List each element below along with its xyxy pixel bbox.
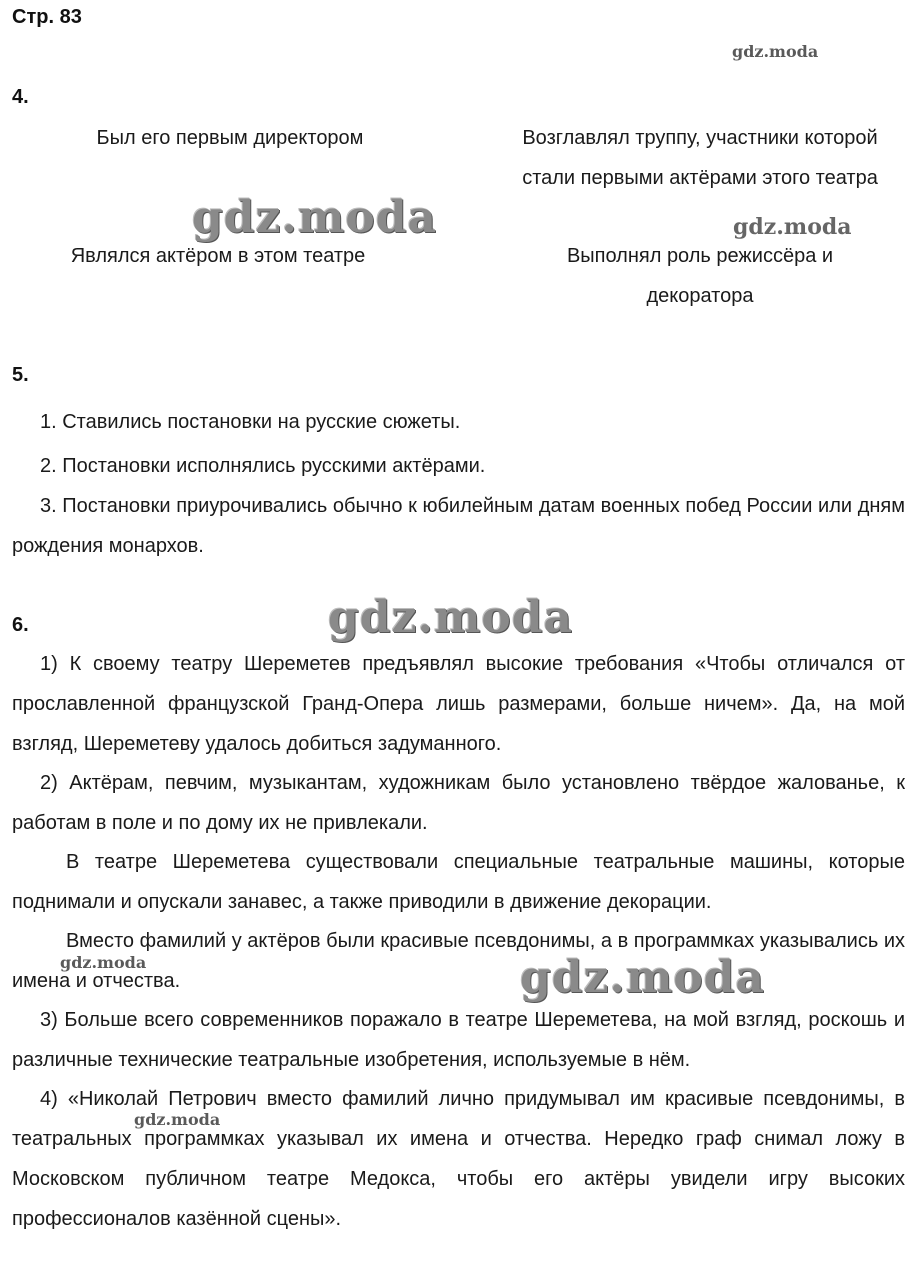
page-header: Стр. 83 xyxy=(12,6,82,28)
watermark: gdz.moda xyxy=(733,214,852,240)
section-4-box-top-left: Был его первым директором xyxy=(96,127,364,149)
watermark: gdz.moda xyxy=(60,953,147,972)
section-6-paragraph: В театре Шереметева существовали специальные театральные машины, которые поднимали и опускали занавес, а также приводили в движение декорации. xyxy=(12,851,905,913)
watermark: gdz.moda xyxy=(328,592,574,643)
section-4-box-bottom-right-line2: декоратора xyxy=(646,285,754,307)
section-5-number: 5. xyxy=(12,364,29,386)
section-6-paragraph: 3) Больше всего современников поражало в театре Шереметева, на мой взгляд, роскошь и различные технические театральные изобретения, используемые в нём. xyxy=(12,1009,905,1071)
section-5-item: 2. Постановки исполнялись русскими актёрами. xyxy=(40,455,486,477)
section-4-box-top-right-line2: стали первыми актёрами этого театра xyxy=(522,167,878,189)
section-4-number: 4. xyxy=(12,86,29,108)
section-4-box-bottom-right-line1: Выполнял роль режиссёра и xyxy=(566,245,834,267)
section-6-paragraph: 2) Актёрам, певчим, музыкантам, художникам было установлено твёрдое жалованье, к работам в поле и по дому их не привлекали. xyxy=(12,772,905,834)
section-6-number: 6. xyxy=(12,614,29,636)
section-5-item: 1. Ставились постановки на русские сюжеты. xyxy=(40,411,461,433)
section-4-box-bottom-right xyxy=(480,236,915,316)
section-6-paragraph: Вместо фамилий у актёров были красивые псевдонимы, а в программках указывались их имена и отчества. xyxy=(12,930,905,992)
section-5-item: 3. Постановки приурочивались обычно к юбилейным датам военных побед России или дням рождения монархов. xyxy=(12,495,905,557)
section-4-box-bottom-left: Являлся актёром в этом театре xyxy=(70,245,366,267)
section-4-box-top-right-line1: Возглавлял труппу, участники которой xyxy=(522,127,878,149)
watermark: gdz.moda xyxy=(134,1110,221,1129)
section-6-paragraph: 1) К своему театру Шереметев предъявлял высокие требования «Чтобы отличался от прославленной французской Гранд-Опера лишь размерами, больше ничем». Да, на мой взгляд, Шереметеву удалось добиться задуманного. xyxy=(12,653,905,755)
section-6-paragraph: 4) «Николай Петрович вместо фамилий лично придумывал им красивые псевдонимы, в театральных программках указывал их имена и отчества. Нередко граф снимал ложу в Московском публичном театре Медокса, чтобы его актёры увидели игру высоких профессионалов казённой сцены». xyxy=(12,1088,905,1230)
watermark: gdz.moda xyxy=(732,42,819,61)
watermark: gdz.moda xyxy=(192,192,438,243)
watermark: gdz.moda xyxy=(520,952,766,1003)
section-4-box-top-right xyxy=(480,118,915,198)
